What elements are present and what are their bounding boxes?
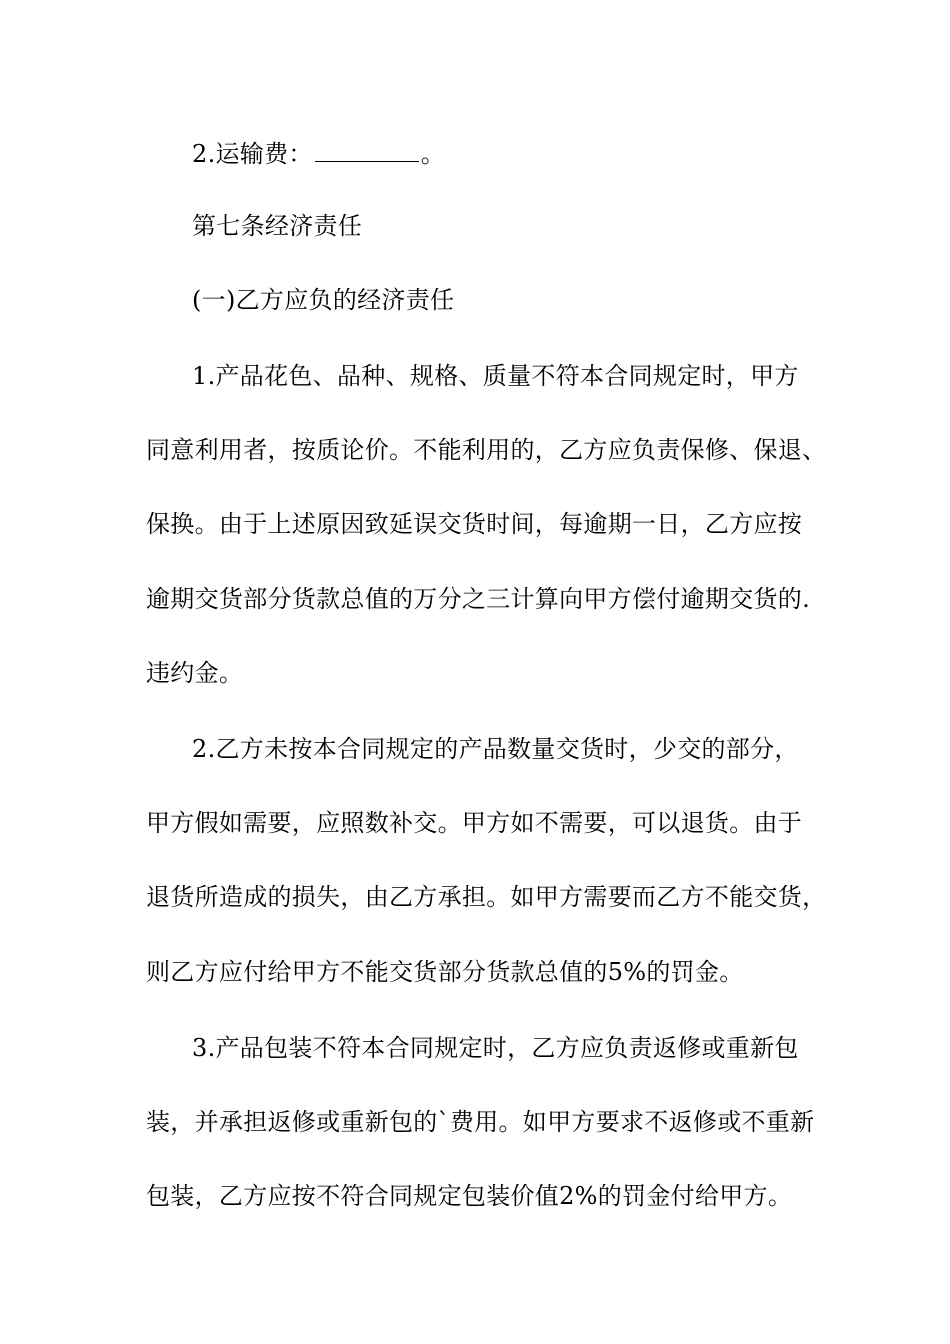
paragraph-line: 逾期交货部分货款总值的万分之三计算向甲方偿付逾期交货的. (146, 585, 811, 613)
article-seven-heading: 第七条经济责任 (192, 212, 363, 240)
paragraph-line: 则乙方应付给甲方不能交货部分货款总值的5%的罚金。 (146, 958, 744, 986)
paragraph-line: 退货所造成的损失，由乙方承担。如甲方需要而乙方不能交货， (146, 883, 827, 911)
item-transport-fee (192, 139, 872, 169)
transport-fee-blank (315, 141, 419, 162)
paragraph-line: 保换。由于上述原因致延误交货时间，每逾期一日，乙方应按 (146, 510, 803, 538)
paragraph-line: 2.乙方未按本合同规定的产品数量交货时，少交的部分， (192, 735, 799, 763)
transport-fee-tail: 。 (420, 140, 446, 168)
paragraph-line: 装，并承担返修或重新包的`费用。如甲方要求不返修或不重新 (146, 1108, 815, 1136)
transport-fee-label: 2.运输费： (192, 140, 313, 168)
paragraph-line: 违约金。 (146, 659, 244, 687)
paragraph-line: 3.产品包装不符本合同规定时，乙方应负责返修或重新包 (192, 1034, 799, 1062)
paragraph-line: 甲方假如需要，应照数补交。甲方如不需要，可以退货。由于 (146, 809, 803, 837)
paragraph-line: 1.产品花色、品种、规格、质量不符本合同规定时，甲方 (192, 362, 799, 390)
paragraph-line: 包装，乙方应按不符合同规定包装价值2%的罚金付给甲方。 (146, 1182, 793, 1210)
paragraph-line: 同意利用者，按质论价。不能利用的，乙方应负责保修、保退、 (146, 436, 827, 464)
section-one-heading: (一)乙方应负的经济责任 (192, 286, 455, 314)
